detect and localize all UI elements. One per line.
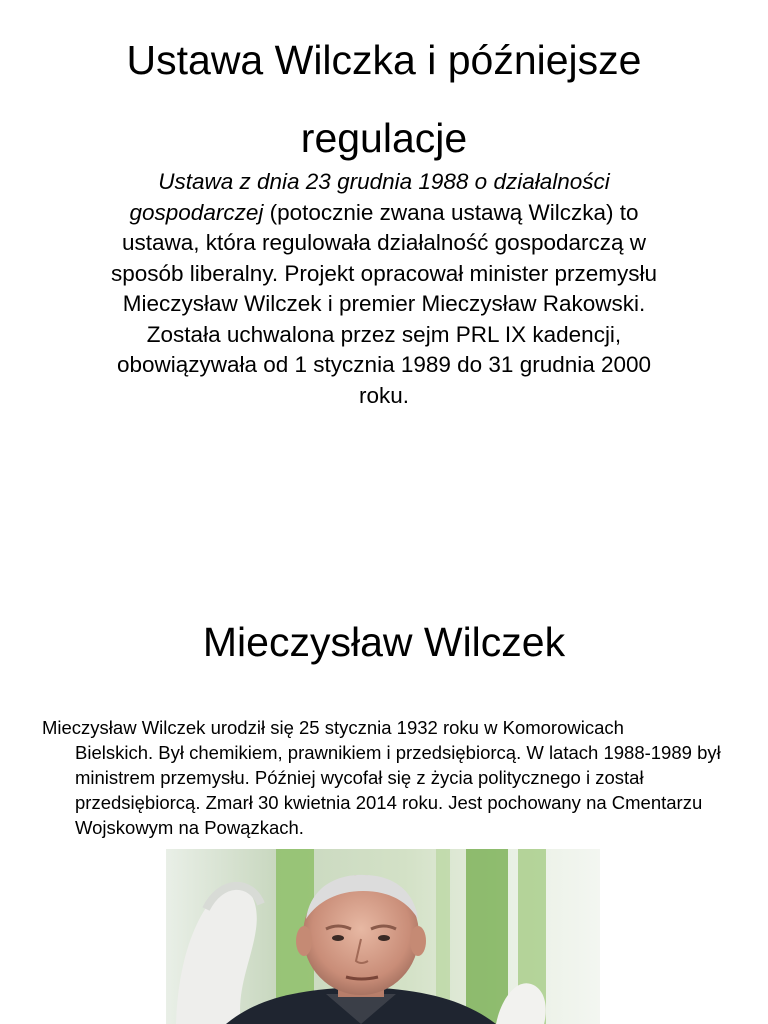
bio-first-line: Mieczysław Wilczek urodził się 25 stycznia 1932 roku w Komorowicach — [42, 717, 624, 738]
bio-continuation: Bielskich. Był chemikiem, prawnikiem i przedsiębiorcą. W latach 1988-1989 był ministrem przemysłu. Później wycofał się z życia politycznego i został przedsiębiorcą. Zmarł 30 kwietnia 2014 roku. Jest pochowany na Cmentarzu Wojskowym na Powązkach. — [75, 742, 721, 838]
slide-title — [0, 37, 768, 84]
intro-paragraph — [110, 167, 658, 411]
intro-text: (potocznie zwana ustawą Wilczka) to ustawa, która regulowała działalność gospodarczą w sposób liberalny. Projekt opracował minister przemysłu Mieczysław Wilczek i premier Mieczysław Rakowski. Została uchwalona przez sejm PRL IX kadencji, obowiązywała od 1 stycznia 1989 do 31 grudnia 2000 roku. — [110, 199, 658, 408]
slide-mieczyslaw-wilczek — [0, 512, 768, 1024]
slide-title-line-2: regulacje — [300, 115, 468, 161]
law-name-italic: Ustawa z dnia 23 grudnia 1988 o działalności gospodarczej — [129, 169, 610, 225]
slide-title-continued — [0, 115, 768, 162]
slide-title-line-1: Ustawa Wilczka i późniejsze — [126, 37, 642, 83]
slide-title-text: Mieczysław Wilczek — [202, 619, 566, 665]
slide-title — [0, 619, 768, 666]
portrait-photo — [166, 849, 600, 1024]
portrait-image — [166, 849, 600, 1024]
bio-paragraph — [42, 715, 732, 840]
